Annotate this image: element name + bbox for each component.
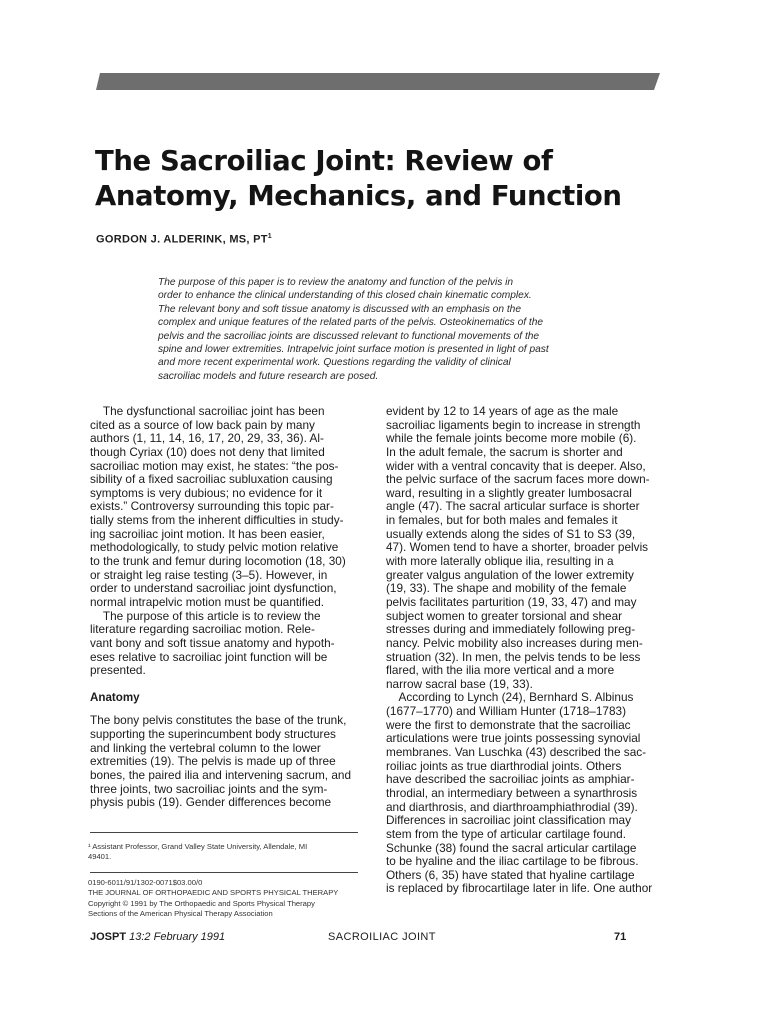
intro-paragraphs (90, 405, 364, 678)
body-line: subject women to greater torsional and shear (386, 608, 623, 623)
body-line: physis pubis (19). Gender differences become (90, 795, 332, 810)
body-line: while the female joints become more mobile (6). (386, 431, 637, 446)
body-line: normal intrapelvic motion must be quantified. (90, 594, 325, 609)
body-line: three joints, two sacroiliac joints and the sym- (90, 781, 328, 796)
body-line: vant bony and soft tissue anatomy and hypoth- (90, 635, 335, 650)
body-line: and diarthrosis, and diarthroamphiathrodial (39). (386, 799, 638, 814)
body-line: articulations were true joints possessing synovial (386, 731, 641, 746)
abstract-line: sacroiliac models and future research are posed. (158, 370, 379, 382)
abstract-line: The purpose of this paper is to review the anatomy and function of the pelvis in (158, 277, 514, 288)
section-heading-anatomy: Anatomy (90, 690, 140, 704)
abstract-line: spine and lower extremities. Intrapelvic joint surface motion is presented in light of past (158, 344, 549, 356)
body-line: with more laterally oblique ilia, resulting in a (386, 554, 614, 569)
abstract-line: pelvis and the sacroiliac joints are discussed relevant to functional movements of the (158, 330, 540, 342)
body-line: The bony pelvis constitutes the base of the trunk, (90, 713, 347, 728)
author-byline (96, 233, 272, 246)
body-line: authors (1, 11, 14, 16, 17, 20, 29, 33, 36). Al- (90, 431, 324, 446)
running-title: SACROILIAC JOINT (328, 931, 436, 943)
body-line: is replaced by fibrocartilage later in life. One author (386, 881, 653, 896)
body-line: were the first to demonstrate that the sacroiliac (386, 717, 631, 732)
footer-journal (90, 931, 225, 943)
body-line: usually extends along the sides of S1 to S3 (39, (386, 526, 636, 541)
left-column (90, 405, 364, 810)
affiliation-footnote (88, 842, 368, 863)
abstract (158, 276, 608, 383)
body-line: tially stems from the inherent difficulties in study- (90, 513, 344, 528)
body-line: roiliac joints as true diarthrodial joints. Others (386, 758, 622, 773)
body-line: to the trunk and femur during locomotion (18, 30) (90, 554, 346, 569)
body-line: Differences in sacroiliac joint classification may (386, 813, 631, 828)
body-line: (1677–1770) and William Hunter (1718–1783) (386, 704, 627, 719)
body-line: exists.” Controversy surrounding this topic par- (90, 499, 334, 514)
author-footnote-mark: 1 (267, 233, 272, 240)
body-line: membranes. Van Luschka (43) described the sac- (386, 745, 647, 760)
body-line: though Cyriax (10) does not deny that limited (90, 444, 325, 459)
abstract-line: The relevant bony and soft tissue anatomy is discussed with an emphasis on the (158, 303, 521, 315)
title-line: The Sacroiliac Joint: Review of (95, 145, 553, 177)
body-line: angle (47). The sacral articular surface is shorter (386, 499, 640, 514)
body-line: bones, the paired ilia and intervening sacrum, and (90, 768, 352, 783)
body-line: stem from the type of articular cartilage found. (386, 826, 626, 841)
body-line: to be hyaline and the iliac cartilage to be fibrous. (386, 854, 639, 869)
body-line: stresses during and immediately following preg- (386, 622, 636, 637)
body-line: greater valgus angulation of the lower extremity (386, 567, 634, 582)
body-line: methodologically, to study pelvic motion relative (90, 540, 339, 555)
header-banner-bar (96, 73, 660, 90)
body-line: sibility of a fixed sacroiliac subluxation causing (90, 472, 333, 487)
body-line: Others (6, 35) have stated that hyaline cartilage (386, 867, 635, 882)
body-line: literature regarding sacroiliac motion. Rele- (90, 622, 315, 637)
body-line: eses relative to sacroiliac joint function will be (90, 649, 328, 664)
body-line: evident by 12 to 14 years of age as the male (386, 404, 619, 418)
footnote-line: Copyright © 1991 by The Orthopaedic and Sports Physical Therapy (88, 898, 315, 908)
body-line: sacroiliac ligaments begin to increase in strength (386, 417, 641, 432)
body-line: flared, with the ilia more vertical and a more (386, 663, 615, 678)
footnote-divider (90, 832, 358, 833)
body-line: ward, resulting in a slightly greater lumbosacral (386, 485, 632, 500)
body-line: in females, but for both males and females it (386, 513, 618, 528)
body-line: wider with a ventral concavity that is deeper. Also, (386, 458, 646, 473)
body-line: or straight leg raise testing (3–5). However, in (90, 567, 328, 582)
issue-date: 13:2 February 1991 (129, 931, 226, 943)
body-line: presented. (90, 663, 146, 678)
article-title (95, 144, 695, 214)
body-line: struation (32). In men, the pelvis tends to be less (386, 649, 641, 664)
copyright-divider (90, 872, 358, 873)
body-line: The dysfunctional sacroiliac joint has been (90, 404, 325, 418)
body-line: Schunke (38) found the sacral articular cartilage (386, 840, 637, 855)
body-line: cited as a source of low back pain by many (90, 417, 315, 432)
body-line: extremities (19). The pelvis is made up of three (90, 754, 336, 769)
body-line: nancy. Pelvic mobility also increases during men- (386, 635, 643, 650)
body-line: symptoms is very dubious; no evidence for it (90, 485, 323, 500)
body-line: pelvis facilitates parturition (19, 33, 47) and may (386, 594, 637, 609)
body-line: supporting the superincumbent body structures (90, 727, 336, 742)
body-line: ing sacroiliac joint motion. It has been easier, (90, 526, 325, 541)
body-line: order to understand sacroiliac joint dysfunction, (90, 581, 337, 596)
abstract-line: complex and unique features of the related parts of the pelvis. Osteokinematics of the (158, 317, 544, 329)
author-name: GORDON J. ALDERINK, MS, PT (96, 233, 268, 246)
abstract-line: and more recent experimental work. Questions regarding the validity of clinical (158, 357, 511, 369)
body-line: 47). Women tend to have a shorter, broader pelvis (386, 540, 649, 555)
footnote-line: Sections of the American Physical Therapy Association (88, 909, 273, 919)
footnote-line: 0190-6011/91/1302-0071$03.00/0 (88, 878, 203, 887)
right-column (386, 405, 664, 896)
body-line: (19, 33). The shape and mobility of the female (386, 581, 627, 596)
body-line: have described the sacroiliac joints as amphiar- (386, 772, 635, 787)
body-line: According to Lynch (24), Bernhard S. Albinus (386, 690, 634, 705)
body-line: throdial, an intermediary between a synarthrosis (386, 785, 638, 800)
body-line: narrow sacral base (19, 33). (386, 676, 533, 691)
footnote-line: ¹ Assistant Professor, Grand Valley State University, Allendale, MI (88, 842, 308, 851)
body-line: sacroiliac motion may exist, he states: “the pos- (90, 458, 339, 473)
body-line: In the adult female, the sacrum is shorter and (386, 444, 623, 459)
body-line: the pelvic surface of the sacrum faces more down- (386, 472, 650, 487)
anatomy-paragraph (90, 714, 364, 809)
abstract-line: order to enhance the clinical understanding of this closed chain kinematic complex. (158, 290, 532, 302)
body-line: The purpose of this article is to review the (90, 608, 321, 623)
body-line: and linking the vertebral column to the lower (90, 740, 321, 755)
title-line: Anatomy, Mechanics, and Function (95, 180, 622, 212)
page-number: 71 (614, 931, 627, 943)
footnote-line: THE JOURNAL OF ORTHOPAEDIC AND SPORTS PHYSICAL THERAPY (88, 888, 339, 898)
footnote-line: 49401. (88, 852, 112, 862)
journal-abbrev: JOSPT (90, 931, 127, 943)
copyright-notice (88, 878, 368, 920)
